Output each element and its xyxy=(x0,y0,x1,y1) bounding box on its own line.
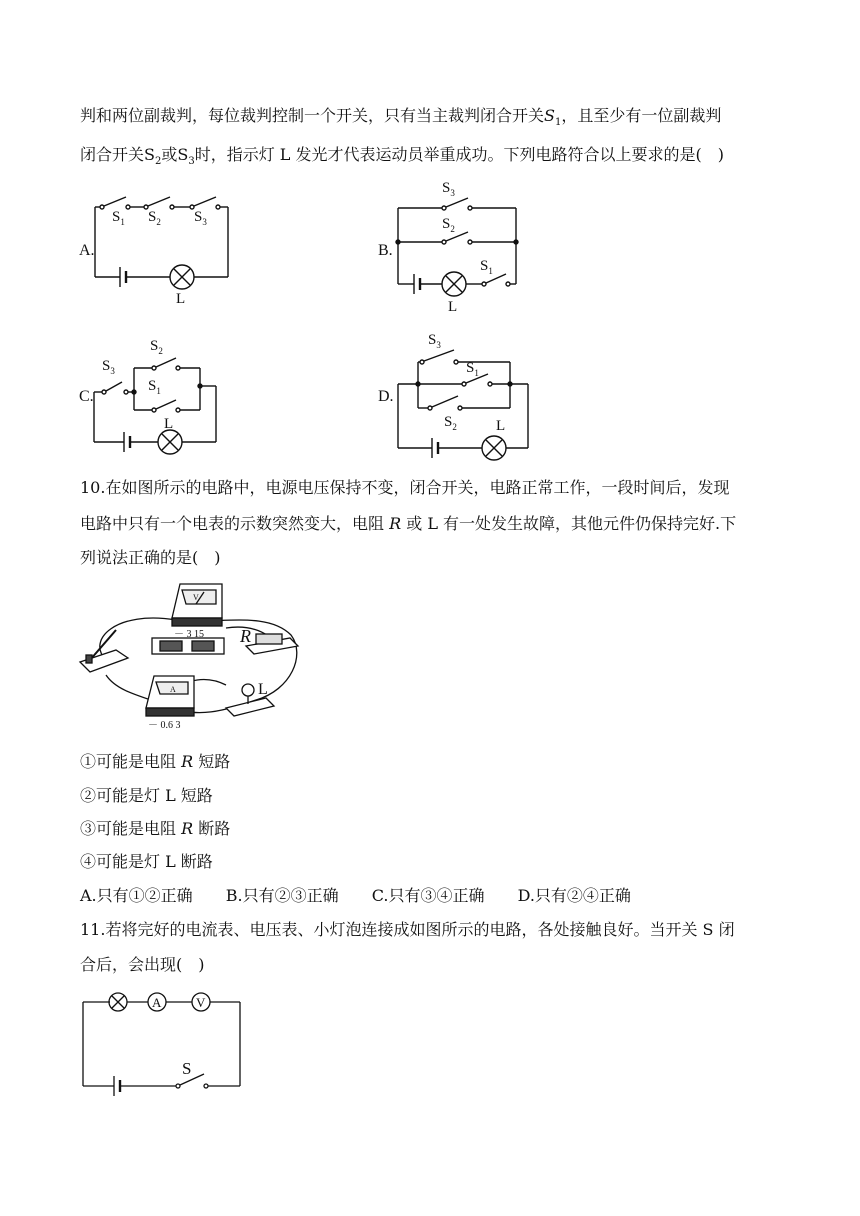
d-s1: $S_1$ xyxy=(466,360,479,378)
option-d-label: D. xyxy=(378,388,394,405)
d-lamp-label: L xyxy=(496,418,506,434)
q10-physical-circuit xyxy=(76,580,306,730)
option-a-label: A. xyxy=(79,242,95,259)
b-s1: $S_1$ xyxy=(480,258,493,276)
voltmeter-symbol: V xyxy=(196,995,206,1010)
circuit-c xyxy=(90,336,230,456)
statement-2: ②可能是灯 L 短路 xyxy=(80,786,213,805)
statement-3: ③可能是电阻 R 断路 xyxy=(80,819,231,838)
a-s1: $S_1$ xyxy=(112,209,125,227)
c-lamp-label: L xyxy=(164,416,174,432)
ammeter-terminals: － 0.6 3 xyxy=(148,720,181,731)
voltmeter-label: V xyxy=(193,593,199,602)
circuit-d xyxy=(392,328,542,458)
c-s3: $S_3$ xyxy=(102,358,115,376)
a-lamp-label: L xyxy=(176,291,186,307)
d-s3: $S_3$ xyxy=(428,332,441,350)
resistor-label: R xyxy=(240,626,251,646)
option-c-label: C. xyxy=(79,388,94,405)
q10-line1: 10.在如图所示的电路中，电源电压保持不变，闭合开关，电路正常工作，一段时间后，发现 xyxy=(80,478,730,497)
c-s2: $S_2$ xyxy=(150,338,163,356)
b-s2: $S_2$ xyxy=(442,216,455,234)
q9-line1: 判和两位副裁判，每位裁判控制一个开关，只有当主裁判闭合开关$S_1$，且至少有一位副裁判 xyxy=(80,106,722,129)
a-s2: $S_2$ xyxy=(148,209,161,227)
choice-c: C.只有③④正确 xyxy=(371,886,485,905)
b-lamp-label: L xyxy=(448,299,458,315)
voltmeter-terminals: － 3 15 xyxy=(174,629,204,640)
choice-d: D.只有②④正确 xyxy=(517,886,631,905)
a-s3: $S_3$ xyxy=(194,209,207,227)
circuit-b xyxy=(390,178,530,313)
d-s2: $S_2$ xyxy=(444,414,457,432)
q11-line2: 合后，会出现( ) xyxy=(80,955,205,974)
ammeter-label: A xyxy=(170,685,176,694)
c-s1: $S_1$ xyxy=(148,378,161,396)
q9-line2: 闭合开关$S_2$或$S_3$时，指示灯 L 发光才代表运动员举重成功。下列电路符合以上要求的是( ) xyxy=(80,145,725,168)
switch-label: S xyxy=(182,1059,192,1078)
q10-line3: 列说法正确的是( ) xyxy=(80,548,221,567)
circuit-a xyxy=(90,185,260,305)
choice-a: A.只有①②正确 xyxy=(80,886,193,905)
b-s3: $S_3$ xyxy=(442,180,455,198)
choice-b: B.只有②③正确 xyxy=(225,886,339,905)
q10-choices xyxy=(80,886,631,906)
q10-line2: 电路中只有一个电表的示数突然变大，电阻 R 或 L 有一处发生故障，其他元件仍保持完好.下 xyxy=(80,514,737,533)
statement-1: ①可能是电阻 R 短路 xyxy=(80,752,231,771)
statement-4: ④可能是灯 L 断路 xyxy=(80,852,213,871)
q11-line1: 11.若将完好的电流表、电压表、小灯泡连接成如图所示的电路，各处接触良好。当开关 S 闭 xyxy=(80,920,735,939)
option-b-label: B. xyxy=(378,242,393,259)
q11-circuit xyxy=(80,990,250,1090)
lamp-label: L xyxy=(258,681,268,698)
ammeter-symbol: A xyxy=(152,995,162,1010)
